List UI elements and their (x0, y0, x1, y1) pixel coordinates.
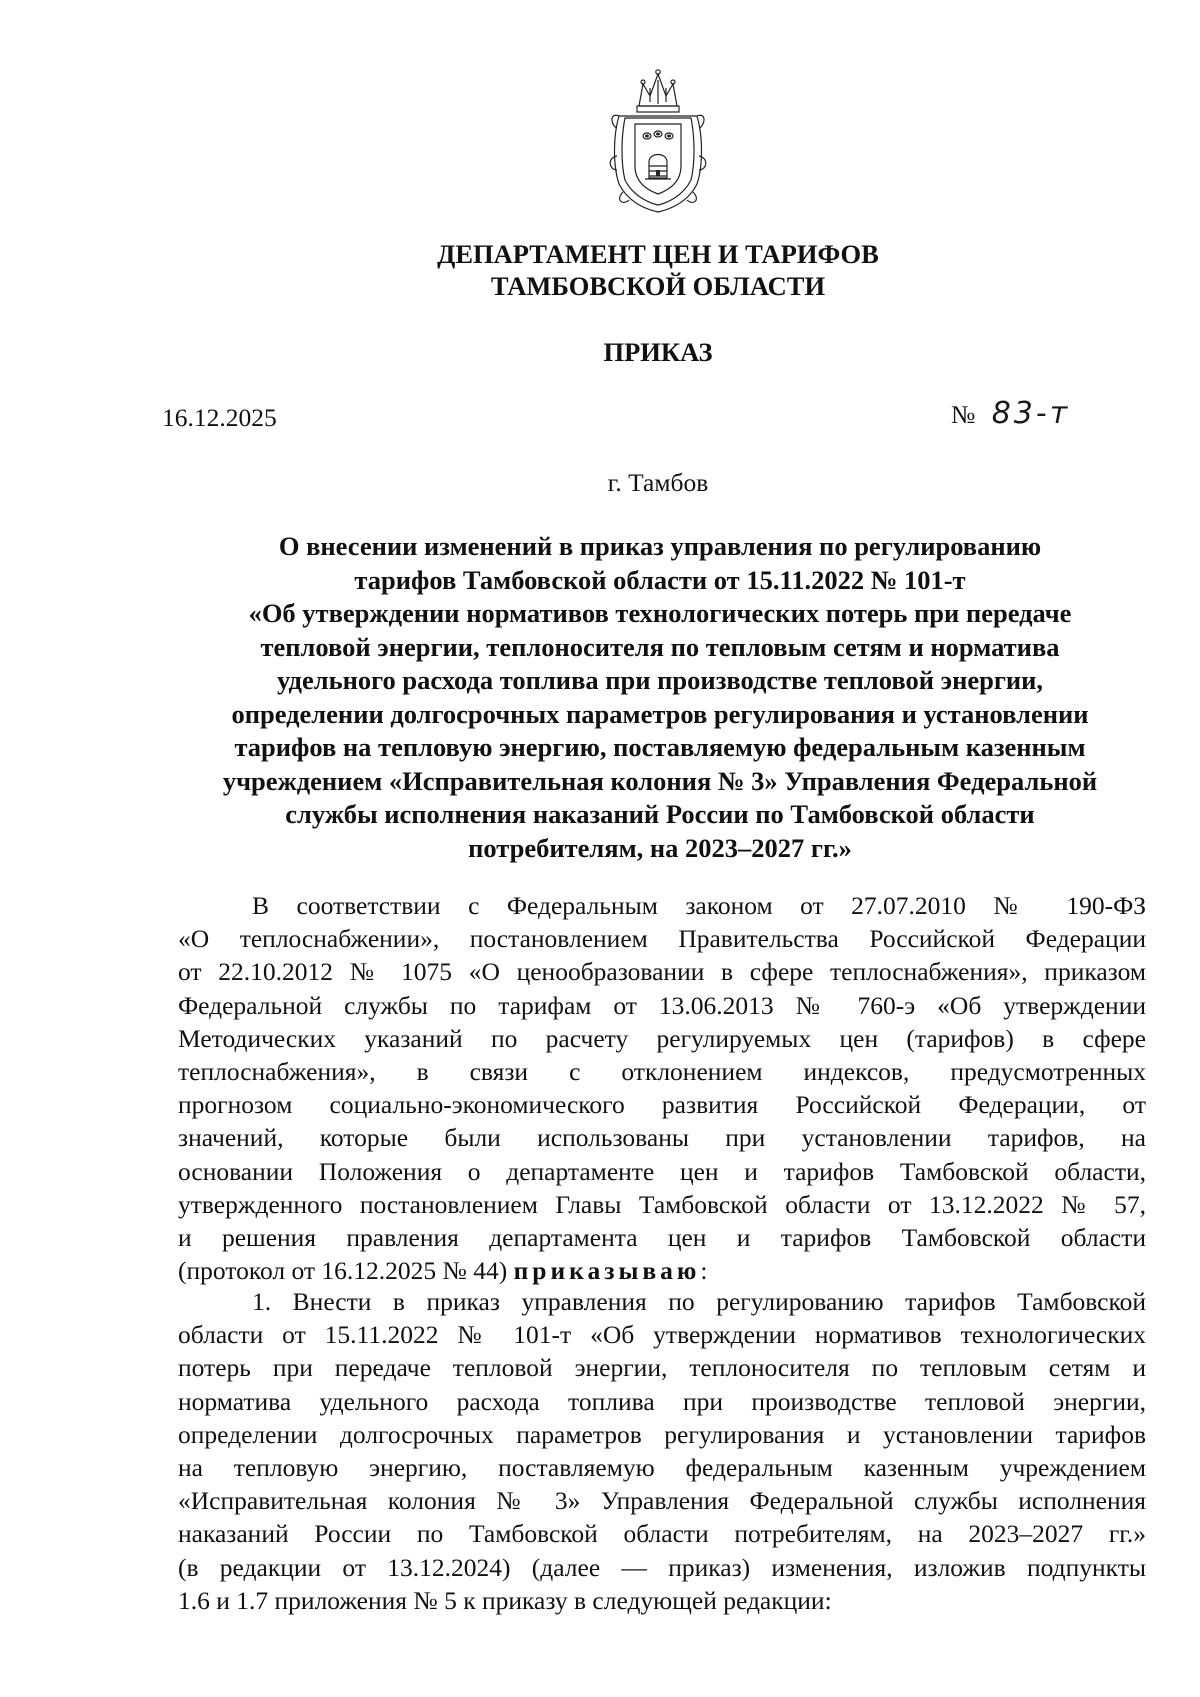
number-prefix: № (951, 400, 976, 429)
title-line: потребителям, на 2023–2027 гг.» (468, 832, 852, 863)
paragraph-line: области от 15.11.2022 № 101-т «Об утверждении нормативов технологических (178, 1320, 1146, 1350)
paragraph-line: от 22.10.2012 № 1075 «О ценообразовании в сфере теплоснабжения», приказом (178, 957, 1146, 987)
paragraph-line: потерь при передаче тепловой энергии, теплоносителя по тепловым сетям и (178, 1353, 1146, 1383)
paragraph-line: на тепловую энергию, поставляемую федеральным казенным учреждением (178, 1452, 1146, 1482)
order-keyword-colon: : (700, 1256, 708, 1286)
paragraph-line: утвержденного постановлением Главы Тамбовской области от 13.12.2022 № 57, (178, 1189, 1146, 1219)
number-handwritten: 83-т (991, 396, 1071, 431)
title-line: тарифов на тепловую энергию, поставляемую федеральным казенным (234, 732, 1086, 762)
paragraph-line: и решения правления департамента цен и тарифов Тамбовской области (178, 1222, 1146, 1252)
paragraph-line: 1. Внести в приказ управления по регулированию тарифов Тамбовской (252, 1287, 1146, 1316)
paragraph-line: наказаний России по Тамбовской области потребителям, на 2023–2027 гг.» (178, 1519, 1146, 1549)
paragraph-line: значений, которые были использованы при установлении тарифов, на (178, 1123, 1146, 1153)
paragraph-line: теплоснабжения», в связи с отклонением индексов, предусмотренных (178, 1056, 1146, 1086)
paragraph-line: (в редакции от 13.12.2024) (далее — приказ) изменения, изложив подпункты (178, 1552, 1146, 1582)
paragraph-line-final (178, 1254, 1146, 1287)
title-line: определении долгосрочных параметров регулирования и установлении (231, 698, 1089, 729)
title-line: службы исполнения наказаний России по Тамбовской области (285, 799, 1035, 829)
title-line: тепловой энергии, теплоносителя по тепловым сетям и норматива (260, 631, 1060, 662)
title-line: удельного расхода топлива при производстве тепловой энергии, (276, 665, 1044, 695)
paragraph-line: норматива удельного расхода топлива при производстве тепловой энергии, (178, 1386, 1146, 1416)
organization-name-line1: ДЕПАРТАМЕНТ ЦЕН И ТАРИФОВ (437, 239, 879, 269)
coat-of-arms-emblem (605, 66, 711, 216)
paragraph-line: прогнозом социально-экономического развития Российской Федерации, от (178, 1090, 1146, 1120)
title-line: О внесении изменений в приказ управления по регулированию (278, 531, 1042, 561)
paragraph-line: «Исправительная колония № 3» Управления Федеральной службы исполнения (178, 1486, 1146, 1516)
title-line: «Об утверждении нормативов технологических потерь при передаче (248, 598, 1072, 628)
paragraph-line: Федеральной службы по тарифам от 13.06.2013 № 760-э «Об утверждении (178, 990, 1146, 1020)
document-date: 16.12.2025 (162, 403, 277, 432)
preamble-paragraph (178, 889, 1146, 1287)
paragraph-line: Методических указаний по расчету регулируемых цен (тарифов) в сфере (178, 1023, 1146, 1053)
paragraph-line: основании Положения о департаменте цен и тарифов Тамбовской области, (178, 1156, 1146, 1186)
organization-name-line2: ТАМБОВСКОЙ ОБЛАСТИ (490, 271, 826, 301)
protocol-reference: (протокол от 16.12.2025 № 44) (178, 1256, 514, 1286)
clause-1-paragraph (178, 1285, 1146, 1617)
title-line: учреждением «Исправительная колония № 3» Управления Федеральной (222, 765, 1098, 796)
paragraph-line: «О теплоснабжении», постановлением Правительства Российской Федерации (178, 924, 1146, 954)
title-line: тарифов Тамбовской области от 15.11.2022 № 101-т (354, 564, 966, 595)
document-number (951, 397, 1070, 432)
order-keyword: приказываю (513, 1256, 701, 1286)
paragraph-line: В соответствии с Федеральным законом от 27.07.2010 № 190-ФЗ (252, 891, 1146, 920)
document-title (160, 530, 1160, 865)
paragraph-line: 1.6 и 1.7 приложения № 5 к приказу в следующей редакции: (178, 1585, 832, 1615)
document-city: г. Тамбов (607, 468, 709, 497)
document-type: ПРИКАЗ (603, 337, 713, 367)
paragraph-line: определении долгосрочных параметров регулирования и установлении тарифов (178, 1419, 1146, 1449)
